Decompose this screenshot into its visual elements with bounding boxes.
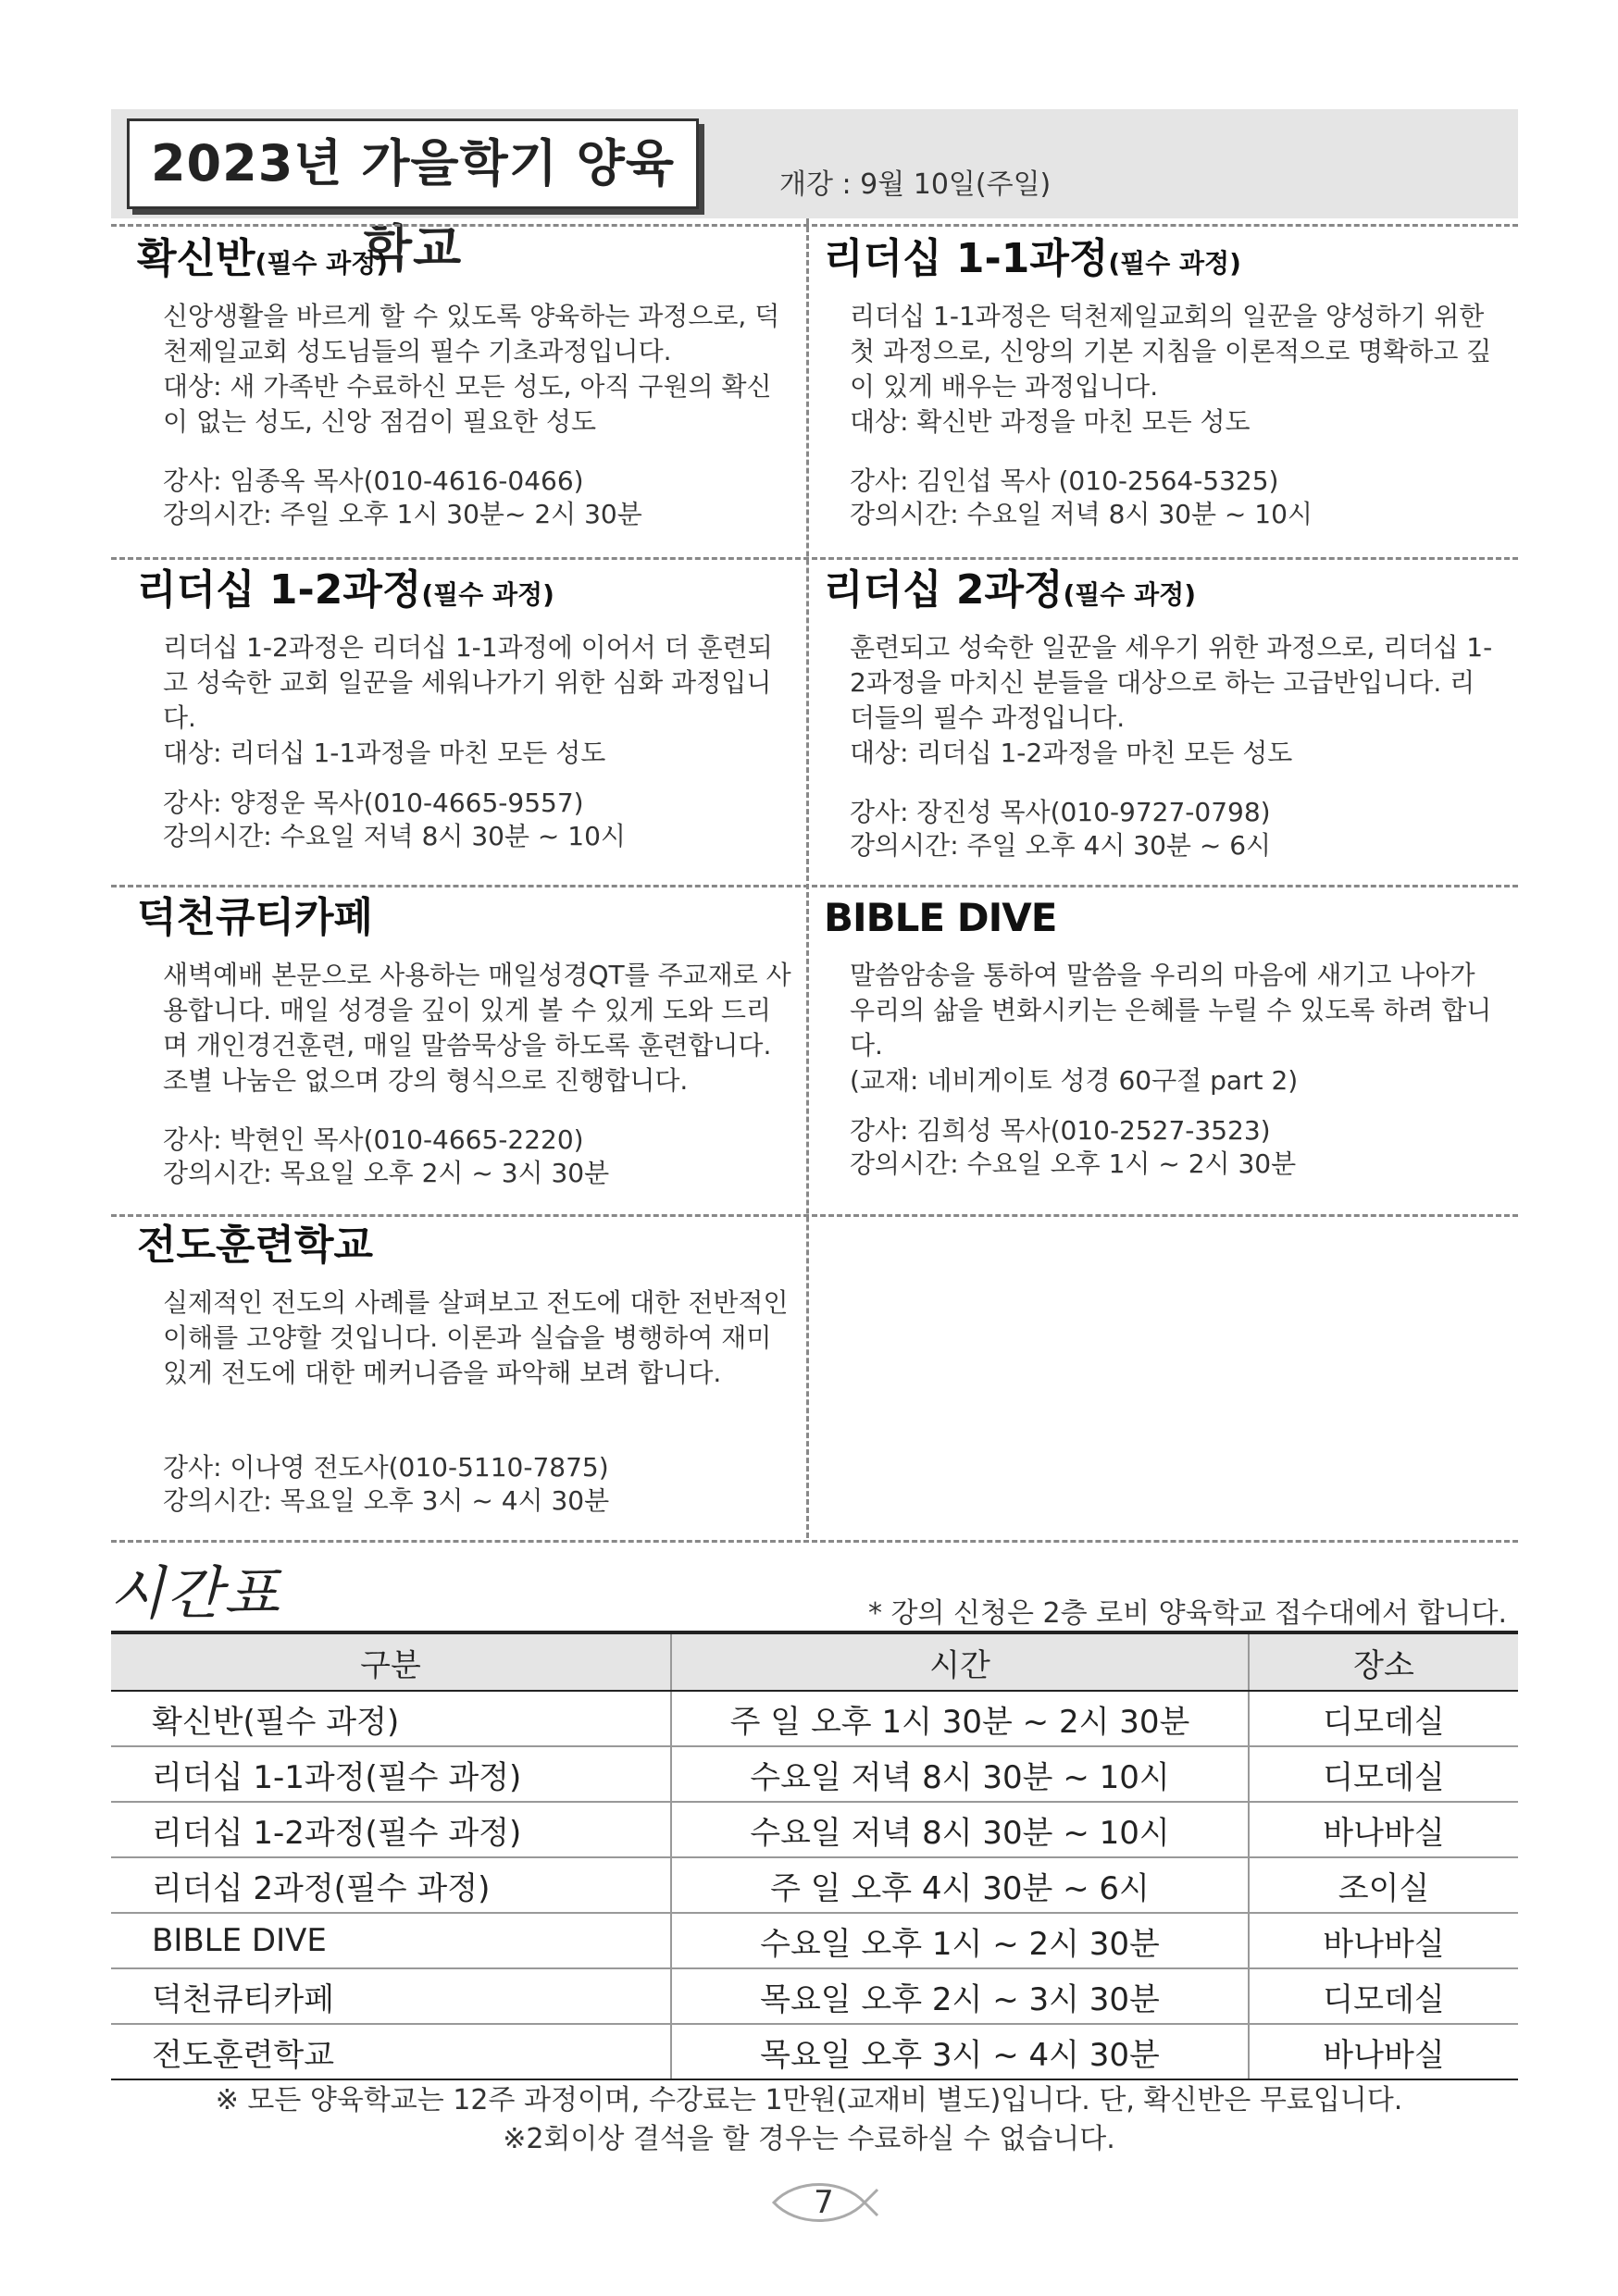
course-title bbox=[824, 892, 1500, 949]
divider-row-1 bbox=[111, 557, 1518, 560]
column-header-category: 구분 bbox=[111, 1632, 671, 1691]
course-title bbox=[137, 892, 794, 949]
course-desc-text: 실제적인 전도의 사례를 살펴보고 전도에 대한 전반적인 이해를 고양할 것입니다. 이론과 실습을 병행하여 재미있게 전도에 대한 메커니즘을 파악해 보려 합니다. bbox=[163, 1287, 789, 1388]
course-time: 강의시간: 주일 오후 4시 30분 ~ 6시 bbox=[850, 830, 1272, 861]
course-name: BIBLE DIVE bbox=[824, 895, 1057, 940]
course-name: 리더십 2과정 bbox=[824, 566, 1064, 614]
course-teacher-block bbox=[850, 796, 1271, 863]
cell-place: 디모데실 bbox=[1249, 1691, 1518, 1746]
course-teacher-block bbox=[163, 1123, 609, 1190]
divider-row-2 bbox=[111, 885, 1518, 887]
cell-time: 목요일 오후 3시 ~ 4시 30분 bbox=[671, 2024, 1249, 2079]
course-name: 확신반 bbox=[137, 235, 255, 282]
course-desc-text: 리더십 1-2과정은 리더십 1-1과정에 이어서 더 훈련되고 성숙한 교회 일꾼을 세워나가기 위한 심화 과정입니다. bbox=[163, 632, 773, 733]
course-description bbox=[850, 630, 1500, 771]
course-tag: (필수 과정) bbox=[1063, 579, 1196, 610]
footnote-absence: ※2회이상 결석을 할 경우는 수료하실 수 없습니다. bbox=[503, 2123, 1115, 2155]
registration-notice: * 강의 신청은 2층 로비 양육학교 접수대에서 합니다. bbox=[868, 1597, 1507, 1630]
course-description bbox=[163, 958, 794, 1098]
course-section bbox=[824, 565, 1500, 879]
course-teacher: 강사: 김인섭 목사 (010-2564-5325) bbox=[850, 465, 1279, 496]
page-title: 2023년 가을학기 양육학교 bbox=[127, 118, 699, 209]
cell-category: 확신반(필수 과정) bbox=[111, 1691, 671, 1746]
course-section bbox=[137, 565, 794, 879]
cell-time: 주 일 오후 4시 30분 ~ 6시 bbox=[671, 1857, 1249, 1913]
course-time: 강의시간: 수요일 오후 1시 ~ 2시 30분 bbox=[850, 1148, 1297, 1179]
table-row bbox=[111, 1802, 1518, 1857]
course-teacher-block bbox=[163, 1451, 609, 1518]
cell-category: 리더십 2과정(필수 과정) bbox=[111, 1857, 671, 1913]
course-name: 리더십 1-1과정 bbox=[824, 235, 1109, 282]
course-time: 강의시간: 수요일 저녁 8시 30분 ~ 10시 bbox=[163, 821, 626, 851]
course-description bbox=[850, 299, 1500, 440]
course-section bbox=[137, 892, 794, 1210]
table-row bbox=[111, 1968, 1518, 2024]
course-time: 강의시간: 주일 오후 1시 30분~ 2시 30분 bbox=[163, 499, 642, 529]
course-description bbox=[850, 958, 1500, 1098]
cell-time: 수요일 저녁 8시 30분 ~ 10시 bbox=[671, 1746, 1249, 1802]
course-tag: (필수 과정) bbox=[1108, 248, 1241, 279]
table-row bbox=[111, 1913, 1518, 1968]
course-desc-text: 말씀암송을 통하여 말씀을 우리의 마음에 새기고 나아가 우리의 삶을 변화시키는 은혜를 누릴 수 있도록 하려 합니다. bbox=[850, 960, 1492, 1061]
course-desc-text: 신앙생활을 바르게 할 수 있도록 양육하는 과정으로, 덕천제일교회 성도님들의 필수 기초과정입니다. bbox=[163, 301, 780, 366]
course-description bbox=[163, 630, 794, 771]
course-section bbox=[137, 233, 794, 553]
column-header-place: 장소 bbox=[1249, 1632, 1518, 1691]
table-row bbox=[111, 2024, 1518, 2079]
course-section bbox=[137, 1220, 794, 1538]
course-teacher: 강사: 임종옥 목사(010-4616-0466) bbox=[163, 465, 584, 496]
cell-time: 수요일 저녁 8시 30분 ~ 10시 bbox=[671, 1802, 1249, 1857]
cell-time: 주 일 오후 1시 30분 ~ 2시 30분 bbox=[671, 1691, 1249, 1746]
course-name: 전도훈련학교 bbox=[137, 1222, 374, 1269]
course-time: 강의시간: 수요일 저녁 8시 30분 ~ 10시 bbox=[850, 499, 1313, 529]
course-target: 대상: 확신반 과정을 마친 모든 성도 bbox=[850, 406, 1251, 437]
cell-category: 리더십 1-2과정(필수 과정) bbox=[111, 1802, 671, 1857]
cell-place: 디모데실 bbox=[1249, 1746, 1518, 1802]
course-target: 대상: 리더십 1-2과정을 마친 모든 성도 bbox=[850, 738, 1293, 768]
table-row bbox=[111, 1746, 1518, 1802]
cell-category: BIBLE DIVE bbox=[111, 1913, 671, 1968]
course-teacher-block bbox=[850, 1114, 1296, 1181]
table-row bbox=[111, 1857, 1518, 1913]
course-title bbox=[137, 233, 794, 290]
cell-place: 디모데실 bbox=[1249, 1968, 1518, 2024]
page-number bbox=[768, 2175, 879, 2230]
course-desc-text: 리더십 1-1과정은 덕천제일교회의 일꾼을 양성하기 위한 첫 과정으로, 신앙의 기본 지침을 이론적으로 명확하고 깊이 있게 배우는 과정입니다. bbox=[850, 301, 1492, 402]
cell-time: 수요일 오후 1시 ~ 2시 30분 bbox=[671, 1913, 1249, 1968]
cell-category: 리더십 1-1과정(필수 과정) bbox=[111, 1746, 671, 1802]
course-teacher: 강사: 박현인 목사(010-4665-2220) bbox=[163, 1124, 584, 1155]
course-description bbox=[163, 299, 794, 440]
course-time: 강의시간: 목요일 오후 3시 ~ 4시 30분 bbox=[163, 1485, 610, 1516]
course-name: 리더십 1-2과정 bbox=[137, 566, 422, 614]
course-title bbox=[137, 565, 794, 621]
cell-place: 조이실 bbox=[1249, 1857, 1518, 1913]
cell-place: 바나바실 bbox=[1249, 2024, 1518, 2079]
course-section bbox=[824, 233, 1500, 553]
course-target: (교재: 네비게이토 성경 60구절 part 2) bbox=[850, 1065, 1299, 1096]
table-header-row bbox=[111, 1632, 1518, 1691]
course-teacher: 강사: 장진성 목사(010-9727-0798) bbox=[850, 797, 1271, 827]
column-header-time: 시간 bbox=[671, 1632, 1249, 1691]
divider-vertical bbox=[806, 218, 809, 1538]
page-number-text: 7 bbox=[814, 2184, 834, 2221]
course-teacher: 강사: 김희성 목사(010-2527-3523) bbox=[850, 1115, 1271, 1146]
course-time: 강의시간: 목요일 오후 2시 ~ 3시 30분 bbox=[163, 1158, 610, 1188]
course-teacher-block bbox=[163, 787, 626, 853]
course-name: 덕천큐티카페 bbox=[137, 894, 374, 941]
cell-category: 덕천큐티카페 bbox=[111, 1968, 671, 2024]
cell-time: 목요일 오후 2시 ~ 3시 30분 bbox=[671, 1968, 1249, 2024]
schedule-title: 시간표 bbox=[109, 1559, 281, 1627]
course-teacher-block bbox=[850, 465, 1313, 531]
cell-place: 바나바실 bbox=[1249, 1802, 1518, 1857]
course-target: 대상: 리더십 1-1과정을 마친 모든 성도 bbox=[163, 738, 606, 768]
course-section bbox=[824, 892, 1500, 1210]
course-tag: (필수 과정) bbox=[255, 248, 389, 279]
course-desc-text: 새벽예배 본문으로 사용하는 매일성경QT를 주교재로 사용합니다. 매일 성경을 깊이 있게 볼 수 있게 도와 드리며 개인경건훈련, 매일 말씀묵상을 하도록 훈련합니다. 조별 나눔은 없으며 강의 형식으로 진행합니다. bbox=[163, 960, 791, 1096]
course-title bbox=[824, 565, 1500, 621]
table-row bbox=[111, 1691, 1518, 1746]
divider-row-3 bbox=[111, 1214, 1518, 1217]
course-title bbox=[824, 233, 1500, 290]
cell-category: 전도훈련학교 bbox=[111, 2024, 671, 2079]
opening-date: 개강 : 9월 10일(주일) bbox=[779, 168, 1052, 201]
footnote-fee: ※ 모든 양육학교는 12주 과정이며, 수강료는 1만원(교재비 별도)입니다. 단, 확신반은 무료입니다. bbox=[215, 2084, 1403, 2116]
course-teacher: 강사: 양정운 목사(010-4665-9557) bbox=[163, 788, 584, 818]
divider-bottom bbox=[111, 1540, 1518, 1543]
course-teacher: 강사: 이나영 전도사(010-5110-7875) bbox=[163, 1452, 609, 1483]
divider-top bbox=[111, 224, 1518, 227]
schedule-table bbox=[111, 1631, 1518, 2080]
course-title bbox=[137, 1220, 794, 1276]
course-target: 대상: 새 가족반 수료하신 모든 성도, 아직 구원의 확신이 없는 성도, 신앙 점검이 필요한 성도 bbox=[163, 371, 772, 437]
course-description bbox=[163, 1285, 794, 1391]
cell-place: 바나바실 bbox=[1249, 1913, 1518, 1968]
course-desc-text: 훈련되고 성숙한 일꾼을 세우기 위한 과정으로, 리더십 1-2과정을 마치신 분들을 대상으로 하는 고급반입니다. 리더들의 필수 과정입니다. bbox=[850, 632, 1493, 733]
course-tag: (필수 과정) bbox=[421, 579, 554, 610]
course-teacher-block bbox=[163, 465, 642, 531]
